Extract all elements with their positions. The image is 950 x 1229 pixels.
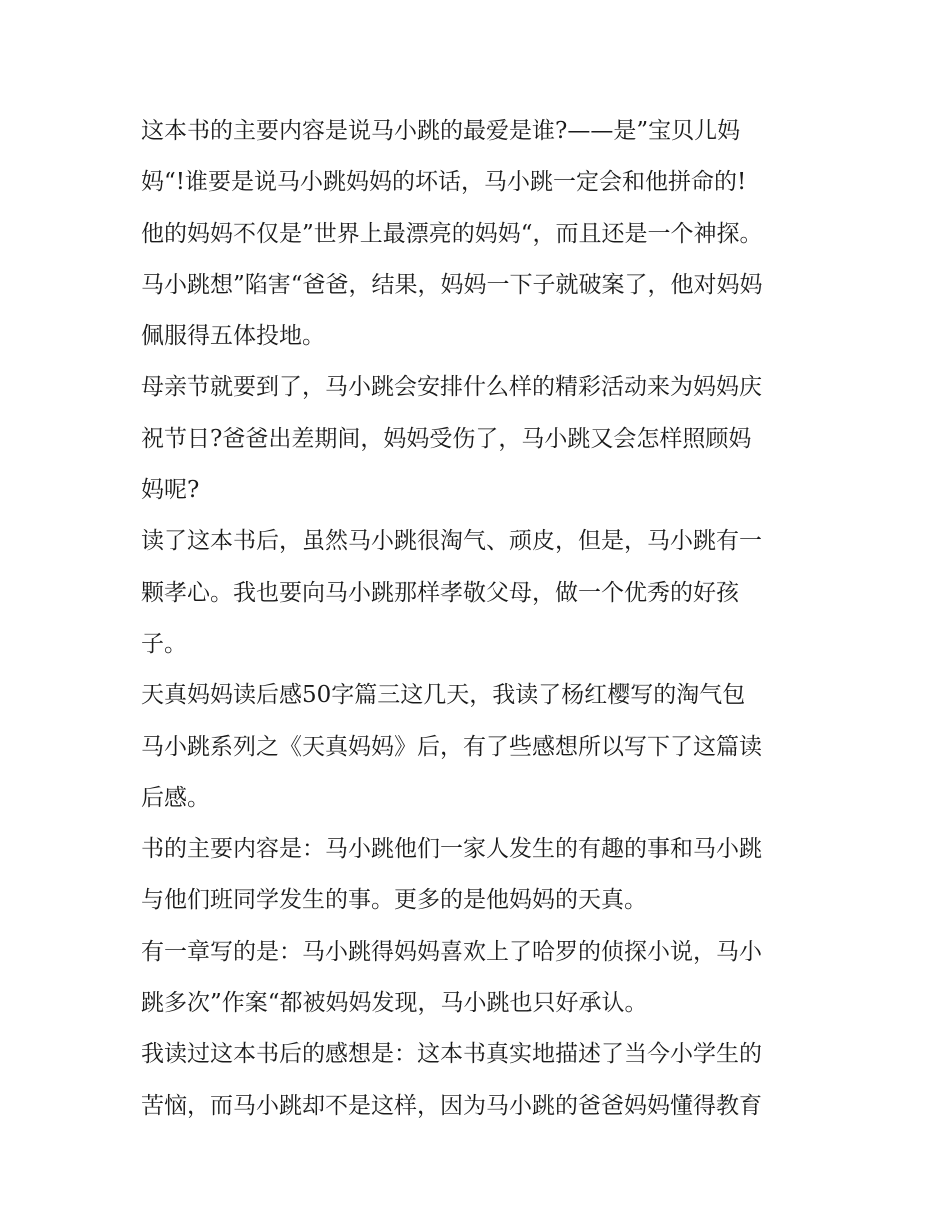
text-line: 子。 <box>141 630 187 657</box>
text-line: 佩服得五体投地。 <box>141 323 325 350</box>
text-line: 妈“!谁要是说马小跳妈妈的坏话，马小跳一定会和他拼命的! <box>141 169 747 196</box>
text-line: 母亲节就要到了，马小跳会安排什么样的精彩活动来为妈妈庆 <box>141 374 762 401</box>
document-body <box>141 106 817 1132</box>
text-line: 书的主要内容是：马小跳他们一家人发生的有趣的事和马小跳 <box>141 836 762 863</box>
text-line: 跳多次”作案“都被妈妈发现，马小跳也只好承认。 <box>141 990 648 1017</box>
text-line: 颗孝心。我也要向马小跳那样孝敬父母，做一个优秀的好孩 <box>141 579 739 606</box>
text-line: 与他们班同学发生的事。更多的是他妈妈的天真。 <box>141 887 647 914</box>
text-line: 他的妈妈不仅是”世界上最漂亮的妈妈“，而且还是一个神探。 <box>141 220 763 247</box>
text-line: 读了这本书后，虽然马小跳很淘气、顽皮，但是，马小跳有一 <box>141 528 762 555</box>
text-line: 马小跳系列之《天真妈妈》后，有了些感想所以写下了这篇读 <box>141 733 762 760</box>
text-line: 这本书的主要内容是说马小跳的最爱是谁?——是”宝贝儿妈 <box>141 118 741 144</box>
text-line: 后感。 <box>141 784 210 811</box>
text-line: 天真妈妈读后感50字篇三这几天，我读了杨红樱写的淘气包 <box>141 682 746 709</box>
text-line: 妈呢? <box>141 477 200 504</box>
text-line: 我读过这本书后的感想是：这本书真实地描述了当今小学生的 <box>141 1041 762 1068</box>
text-line: 有一章写的是：马小跳得妈妈喜欢上了哈罗的侦探小说，马小 <box>141 938 762 965</box>
text-line: 祝节日?爸爸出差期间，妈妈受伤了，马小跳又会怎样照顾妈 <box>141 425 752 452</box>
text-line: 苦恼，而马小跳却不是这样，因为马小跳的爸爸妈妈懂得教育 <box>141 1092 762 1119</box>
text-line: 马小跳想”陷害“爸爸，结果，妈妈一下子就破案了，他对妈妈 <box>141 271 763 298</box>
